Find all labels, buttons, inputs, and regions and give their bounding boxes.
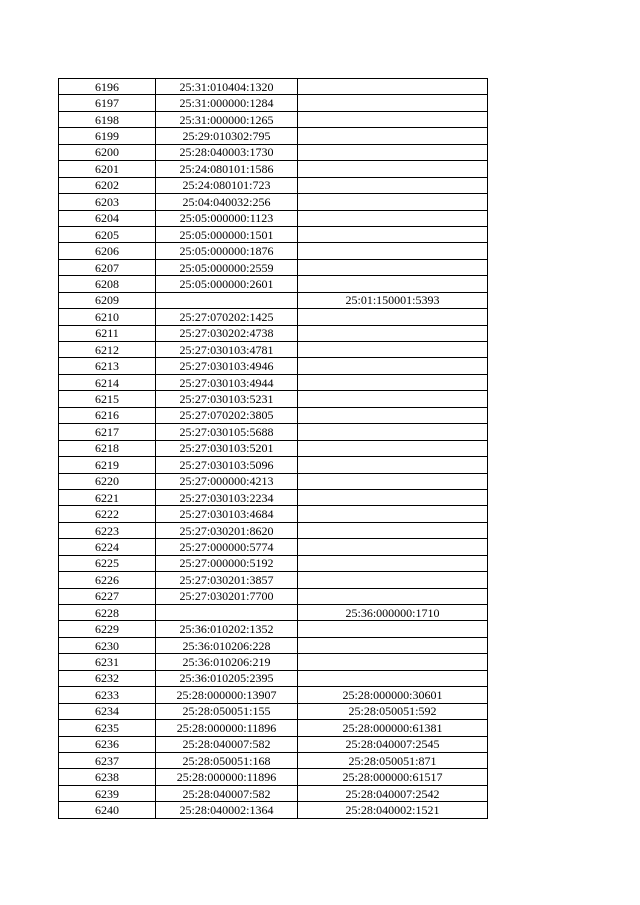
cadastral-number-cell: 25:24:080101:1586 bbox=[156, 161, 298, 177]
cadastral-number-cell: 25:36:010205:2395 bbox=[156, 670, 298, 686]
table-row bbox=[59, 522, 488, 538]
table-row bbox=[59, 588, 488, 604]
row-number-cell: 6231 bbox=[59, 654, 156, 670]
row-number-cell: 6228 bbox=[59, 605, 156, 621]
table-row bbox=[59, 687, 488, 703]
cadastral-number-cell: 25:28:000000:11896 bbox=[156, 720, 298, 736]
cadastral-number-cell: 25:28:040007:582 bbox=[156, 785, 298, 801]
table-row bbox=[59, 391, 488, 407]
table-row bbox=[59, 489, 488, 505]
table-row bbox=[59, 637, 488, 653]
cadastral-number-cell: 25:27:030105:5688 bbox=[156, 424, 298, 440]
row-number-cell: 6205 bbox=[59, 226, 156, 242]
cadastral-number-cell: 25:04:040032:256 bbox=[156, 194, 298, 210]
secondary-cadastral-number-cell bbox=[298, 391, 488, 407]
row-number-cell: 6204 bbox=[59, 210, 156, 226]
secondary-cadastral-number-cell bbox=[298, 670, 488, 686]
row-number-cell: 6235 bbox=[59, 720, 156, 736]
secondary-cadastral-number-cell: 25:28:050051:871 bbox=[298, 752, 488, 768]
table-row bbox=[59, 670, 488, 686]
row-number-cell: 6203 bbox=[59, 194, 156, 210]
secondary-cadastral-number-cell bbox=[298, 226, 488, 242]
table-row bbox=[59, 769, 488, 785]
table-row bbox=[59, 325, 488, 341]
row-number-cell: 6225 bbox=[59, 555, 156, 571]
cadastral-number-cell: 25:27:000000:5192 bbox=[156, 555, 298, 571]
secondary-cadastral-number-cell: 25:28:040002:1521 bbox=[298, 802, 488, 818]
table-row bbox=[59, 95, 488, 111]
cadastral-number-cell bbox=[156, 605, 298, 621]
table-row bbox=[59, 144, 488, 160]
table-row bbox=[59, 374, 488, 390]
cadastral-number-cell: 25:05:000000:2559 bbox=[156, 259, 298, 275]
cadastral-number-cell: 25:28:050051:155 bbox=[156, 703, 298, 719]
secondary-cadastral-number-cell bbox=[298, 111, 488, 127]
row-number-cell: 6202 bbox=[59, 177, 156, 193]
row-number-cell: 6214 bbox=[59, 374, 156, 390]
row-number-cell: 6230 bbox=[59, 637, 156, 653]
row-number-cell: 6240 bbox=[59, 802, 156, 818]
row-number-cell: 6227 bbox=[59, 588, 156, 604]
row-number-cell: 6217 bbox=[59, 424, 156, 440]
table-row bbox=[59, 555, 488, 571]
cadastral-number-cell: 25:27:000000:5774 bbox=[156, 539, 298, 555]
table-row bbox=[59, 802, 488, 818]
table-row bbox=[59, 79, 488, 95]
cadastral-number-cell: 25:36:010202:1352 bbox=[156, 621, 298, 637]
table-row bbox=[59, 128, 488, 144]
row-number-cell: 6232 bbox=[59, 670, 156, 686]
secondary-cadastral-number-cell: 25:36:000000:1710 bbox=[298, 605, 488, 621]
row-number-cell: 6226 bbox=[59, 572, 156, 588]
cadastral-number-cell: 25:05:000000:1501 bbox=[156, 226, 298, 242]
secondary-cadastral-number-cell bbox=[298, 473, 488, 489]
table-row bbox=[59, 161, 488, 177]
cadastral-number-cell: 25:28:040007:582 bbox=[156, 736, 298, 752]
table-row bbox=[59, 720, 488, 736]
cadastral-number-cell: 25:27:030103:4781 bbox=[156, 342, 298, 358]
cadastral-number-cell: 25:27:030103:2234 bbox=[156, 489, 298, 505]
secondary-cadastral-number-cell bbox=[298, 555, 488, 571]
table-row bbox=[59, 292, 488, 308]
table-row bbox=[59, 506, 488, 522]
table-row bbox=[59, 473, 488, 489]
table-row bbox=[59, 457, 488, 473]
secondary-cadastral-number-cell bbox=[298, 654, 488, 670]
row-number-cell: 6229 bbox=[59, 621, 156, 637]
row-number-cell: 6237 bbox=[59, 752, 156, 768]
table-row bbox=[59, 342, 488, 358]
row-number-cell: 6200 bbox=[59, 144, 156, 160]
secondary-cadastral-number-cell bbox=[298, 424, 488, 440]
secondary-cadastral-number-cell bbox=[298, 342, 488, 358]
table-row bbox=[59, 752, 488, 768]
table-row bbox=[59, 194, 488, 210]
secondary-cadastral-number-cell: 25:28:000000:61517 bbox=[298, 769, 488, 785]
table-row bbox=[59, 440, 488, 456]
cadastral-number-cell: 25:31:010404:1320 bbox=[156, 79, 298, 95]
table-row bbox=[59, 259, 488, 275]
secondary-cadastral-number-cell: 25:01:150001:5393 bbox=[298, 292, 488, 308]
row-number-cell: 6216 bbox=[59, 407, 156, 423]
secondary-cadastral-number-cell bbox=[298, 358, 488, 374]
secondary-cadastral-number-cell bbox=[298, 259, 488, 275]
table-row bbox=[59, 358, 488, 374]
row-number-cell: 6234 bbox=[59, 703, 156, 719]
table-row bbox=[59, 736, 488, 752]
cadastral-number-cell: 25:27:030103:4944 bbox=[156, 374, 298, 390]
row-number-cell: 6219 bbox=[59, 457, 156, 473]
row-number-cell: 6213 bbox=[59, 358, 156, 374]
table-row bbox=[59, 276, 488, 292]
table-row bbox=[59, 572, 488, 588]
table-row bbox=[59, 605, 488, 621]
table-row bbox=[59, 703, 488, 719]
cadastral-number-cell: 25:28:040002:1364 bbox=[156, 802, 298, 818]
row-number-cell: 6224 bbox=[59, 539, 156, 555]
row-number-cell: 6206 bbox=[59, 243, 156, 259]
secondary-cadastral-number-cell bbox=[298, 489, 488, 505]
secondary-cadastral-number-cell bbox=[298, 95, 488, 111]
table-row bbox=[59, 226, 488, 242]
cadastral-number-cell: 25:29:010302:795 bbox=[156, 128, 298, 144]
cadastral-number-cell: 25:27:030201:7700 bbox=[156, 588, 298, 604]
cadastral-number-cell: 25:27:030103:4946 bbox=[156, 358, 298, 374]
table-row bbox=[59, 785, 488, 801]
row-number-cell: 6233 bbox=[59, 687, 156, 703]
cadastral-number-cell: 25:36:010206:228 bbox=[156, 637, 298, 653]
secondary-cadastral-number-cell bbox=[298, 440, 488, 456]
row-number-cell: 6222 bbox=[59, 506, 156, 522]
cadastral-number-cell: 25:24:080101:723 bbox=[156, 177, 298, 193]
cadastral-number-cell: 25:05:000000:2601 bbox=[156, 276, 298, 292]
cadastral-number-cell: 25:31:000000:1265 bbox=[156, 111, 298, 127]
secondary-cadastral-number-cell: 25:28:040007:2545 bbox=[298, 736, 488, 752]
secondary-cadastral-number-cell: 25:28:050051:592 bbox=[298, 703, 488, 719]
row-number-cell: 6197 bbox=[59, 95, 156, 111]
table-row bbox=[59, 177, 488, 193]
cadastral-number-cell: 25:28:050051:168 bbox=[156, 752, 298, 768]
cadastral-number-cell: 25:27:030103:4684 bbox=[156, 506, 298, 522]
secondary-cadastral-number-cell bbox=[298, 161, 488, 177]
secondary-cadastral-number-cell bbox=[298, 177, 488, 193]
table-row bbox=[59, 621, 488, 637]
row-number-cell: 6207 bbox=[59, 259, 156, 275]
row-number-cell: 6208 bbox=[59, 276, 156, 292]
cadastral-number-cell: 25:28:000000:11896 bbox=[156, 769, 298, 785]
table-row bbox=[59, 243, 488, 259]
cadastral-number-cell: 25:27:030103:5231 bbox=[156, 391, 298, 407]
secondary-cadastral-number-cell bbox=[298, 522, 488, 538]
cadastral-number-cell: 25:28:040003:1730 bbox=[156, 144, 298, 160]
row-number-cell: 6211 bbox=[59, 325, 156, 341]
secondary-cadastral-number-cell bbox=[298, 144, 488, 160]
row-number-cell: 6209 bbox=[59, 292, 156, 308]
row-number-cell: 6198 bbox=[59, 111, 156, 127]
secondary-cadastral-number-cell bbox=[298, 457, 488, 473]
table-row bbox=[59, 424, 488, 440]
secondary-cadastral-number-cell bbox=[298, 621, 488, 637]
cadastral-number-cell: 25:27:030201:8620 bbox=[156, 522, 298, 538]
secondary-cadastral-number-cell bbox=[298, 194, 488, 210]
cadastral-number-cell bbox=[156, 292, 298, 308]
cadastral-number-cell: 25:27:030201:3857 bbox=[156, 572, 298, 588]
secondary-cadastral-number-cell bbox=[298, 539, 488, 555]
cadastral-table-body bbox=[59, 79, 488, 819]
secondary-cadastral-number-cell bbox=[298, 374, 488, 390]
secondary-cadastral-number-cell bbox=[298, 128, 488, 144]
row-number-cell: 6221 bbox=[59, 489, 156, 505]
secondary-cadastral-number-cell: 25:28:040007:2542 bbox=[298, 785, 488, 801]
secondary-cadastral-number-cell bbox=[298, 588, 488, 604]
table-row bbox=[59, 654, 488, 670]
row-number-cell: 6220 bbox=[59, 473, 156, 489]
secondary-cadastral-number-cell: 25:28:000000:61381 bbox=[298, 720, 488, 736]
secondary-cadastral-number-cell bbox=[298, 506, 488, 522]
cadastral-number-cell: 25:28:000000:13907 bbox=[156, 687, 298, 703]
row-number-cell: 6199 bbox=[59, 128, 156, 144]
table-row bbox=[59, 111, 488, 127]
row-number-cell: 6223 bbox=[59, 522, 156, 538]
row-number-cell: 6212 bbox=[59, 342, 156, 358]
cadastral-number-cell: 25:05:000000:1876 bbox=[156, 243, 298, 259]
table-row bbox=[59, 539, 488, 555]
cadastral-number-cell: 25:27:070202:3805 bbox=[156, 407, 298, 423]
table-row bbox=[59, 407, 488, 423]
secondary-cadastral-number-cell: 25:28:000000:30601 bbox=[298, 687, 488, 703]
secondary-cadastral-number-cell bbox=[298, 79, 488, 95]
row-number-cell: 6196 bbox=[59, 79, 156, 95]
secondary-cadastral-number-cell bbox=[298, 637, 488, 653]
secondary-cadastral-number-cell bbox=[298, 572, 488, 588]
secondary-cadastral-number-cell bbox=[298, 325, 488, 341]
secondary-cadastral-number-cell bbox=[298, 309, 488, 325]
row-number-cell: 6201 bbox=[59, 161, 156, 177]
secondary-cadastral-number-cell bbox=[298, 243, 488, 259]
cadastral-number-cell: 25:05:000000:1123 bbox=[156, 210, 298, 226]
cadastral-number-cell: 25:27:070202:1425 bbox=[156, 309, 298, 325]
row-number-cell: 6236 bbox=[59, 736, 156, 752]
table-row bbox=[59, 210, 488, 226]
secondary-cadastral-number-cell bbox=[298, 276, 488, 292]
cadastral-number-cell: 25:27:000000:4213 bbox=[156, 473, 298, 489]
cadastral-number-cell: 25:27:030103:5201 bbox=[156, 440, 298, 456]
secondary-cadastral-number-cell bbox=[298, 210, 488, 226]
cadastral-number-cell: 25:27:030103:5096 bbox=[156, 457, 298, 473]
table-row bbox=[59, 309, 488, 325]
row-number-cell: 6218 bbox=[59, 440, 156, 456]
cadastral-number-cell: 25:27:030202:4738 bbox=[156, 325, 298, 341]
cadastral-table bbox=[58, 78, 488, 819]
row-number-cell: 6210 bbox=[59, 309, 156, 325]
row-number-cell: 6239 bbox=[59, 785, 156, 801]
secondary-cadastral-number-cell bbox=[298, 407, 488, 423]
row-number-cell: 6215 bbox=[59, 391, 156, 407]
cadastral-number-cell: 25:31:000000:1284 bbox=[156, 95, 298, 111]
row-number-cell: 6238 bbox=[59, 769, 156, 785]
cadastral-number-cell: 25:36:010206:219 bbox=[156, 654, 298, 670]
